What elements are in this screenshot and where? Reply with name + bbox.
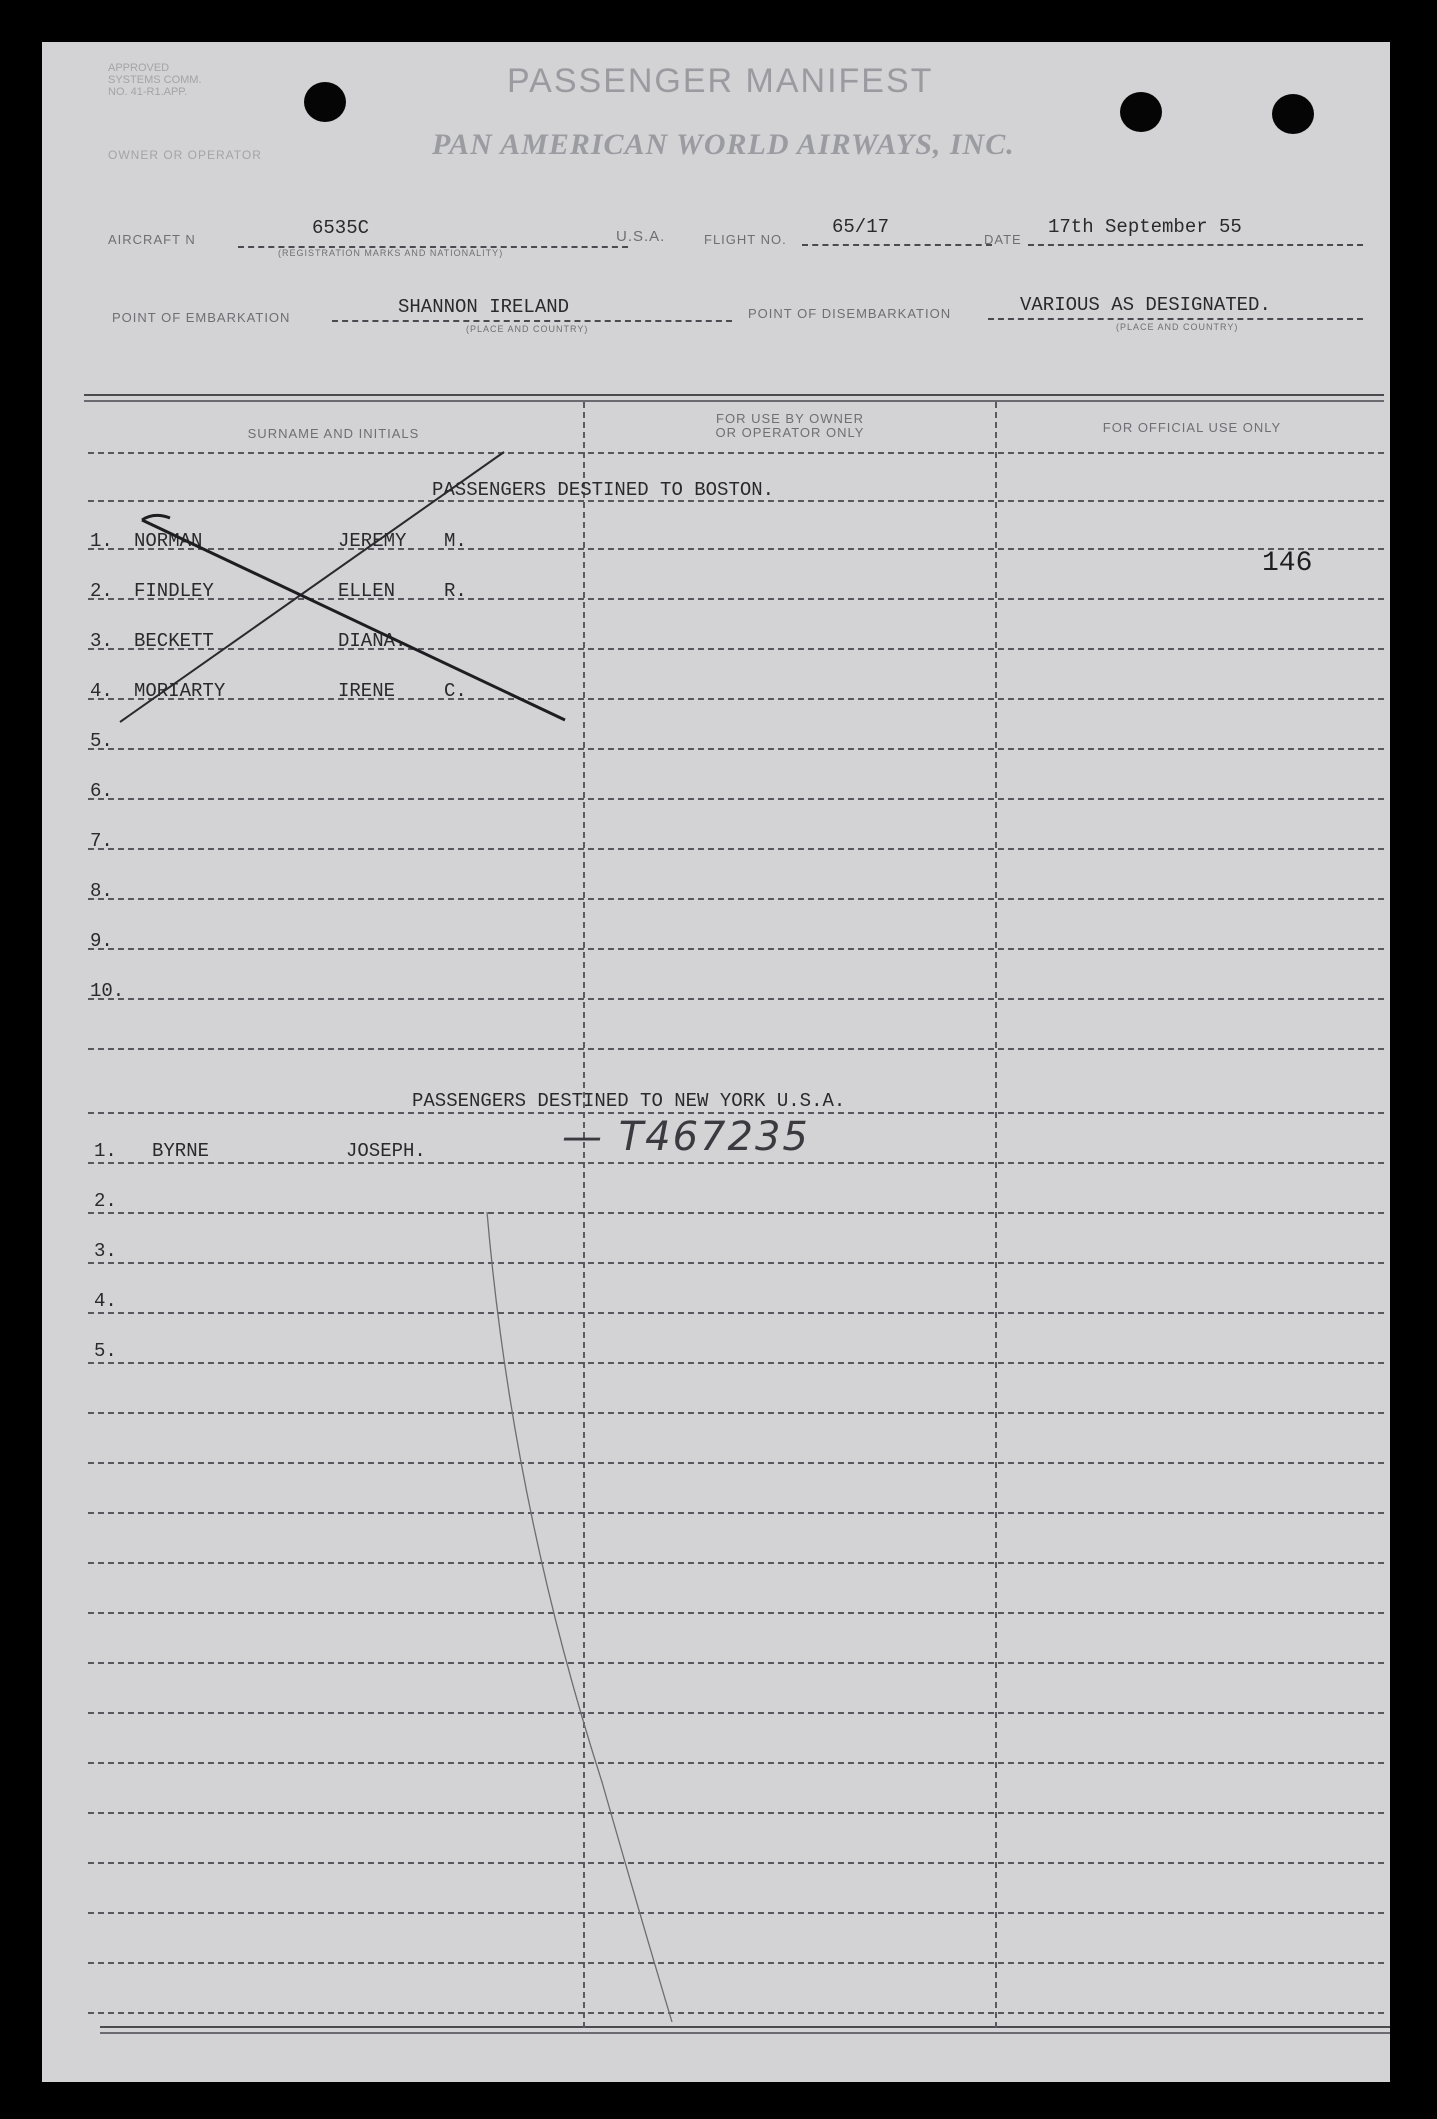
column-header-owner-line: OR OPERATOR ONLY [715, 425, 865, 440]
document-title: PASSENGER MANIFEST [507, 62, 934, 100]
flight-value: 65/17 [832, 216, 890, 238]
nationality-label: U.S.A. [616, 228, 666, 245]
owner-label: OWNER OR OPERATOR [108, 148, 262, 162]
handwritten-number: — T467235 [562, 1114, 810, 1160]
row-number: 8. [90, 880, 113, 902]
column-header-surname: SURNAME AND INITIALS [247, 426, 420, 441]
approval-line: SYSTEMS COMM. [108, 74, 202, 86]
row-number: 4. [94, 1290, 117, 1312]
manifest-sheet [42, 42, 1390, 2082]
row-number: 6. [90, 780, 113, 802]
registration-caption: (REGISTRATION MARKS AND NATIONALITY) [278, 248, 504, 258]
passenger-surname: FINDLEY [134, 580, 214, 602]
passenger-first-name: IRENE [338, 680, 396, 702]
passenger-surname: MORIARTY [134, 680, 226, 702]
row-number: 1. [90, 530, 113, 552]
date-label: DATE [984, 232, 1022, 247]
row-number: 10. [90, 980, 125, 1002]
pencil-stroke [487, 1212, 672, 2022]
passenger-first-name: ELLEN [338, 580, 396, 602]
row-number: 3. [90, 630, 113, 652]
aircraft-label: AIRCRAFT N [108, 232, 196, 247]
row-number: 2. [94, 1190, 117, 1212]
row-number: 5. [90, 730, 113, 752]
passenger-surname: BYRNE [152, 1140, 210, 1162]
approval-line: APPROVED [108, 62, 170, 74]
column-header-owner-line: FOR USE BY OWNER [716, 411, 864, 426]
embarkation-value: SHANNON IRELAND [398, 296, 570, 318]
approval-line: NO. 41-R1.APP. [108, 86, 188, 98]
passenger-first-name: JEREMY [338, 530, 407, 552]
crossout-stroke [142, 520, 565, 720]
passenger-surname: BECKETT [134, 630, 214, 652]
column-header-official: FOR OFFICIAL USE ONLY [1102, 420, 1282, 435]
disembarkation-value: VARIOUS AS DESIGNATED. [1020, 294, 1271, 316]
passenger-first-name: JOSEPH. [346, 1140, 426, 1162]
row-number: 5. [94, 1340, 117, 1362]
row-number: 4. [90, 680, 113, 702]
owner-value: PAN AMERICAN WORLD AIRWAYS, INC. [432, 128, 1015, 161]
crossout-mark [42, 42, 1390, 2082]
flight-label: FLIGHT NO. [704, 232, 787, 247]
date-value: 17th September 55 [1048, 216, 1242, 238]
aircraft-value: 6535C [312, 217, 370, 239]
row-number: 1. [94, 1140, 117, 1162]
disembarkation-label: POINT OF DISEMBARKATION [748, 306, 952, 321]
passenger-first-name: DIANA. [338, 630, 407, 652]
crossout-stroke [142, 515, 170, 520]
passenger-initial: C. [444, 680, 467, 702]
embarkation-label: POINT OF EMBARKATION [112, 310, 291, 325]
crossout-stroke [120, 452, 504, 722]
boston-heading: PASSENGERS DESTINED TO BOSTON. [432, 479, 775, 501]
disembarkation-caption: (PLACE AND COUNTRY) [1116, 322, 1239, 332]
row-number: 7. [90, 830, 113, 852]
newyork-heading: PASSENGERS DESTINED TO NEW YORK U.S.A. [412, 1090, 846, 1112]
row-number: 3. [94, 1240, 117, 1262]
official-number: 146 [1262, 548, 1313, 579]
passenger-initial: R. [444, 580, 467, 602]
row-number: 2. [90, 580, 113, 602]
embarkation-caption: (PLACE AND COUNTRY) [466, 324, 589, 334]
row-number: 9. [90, 930, 113, 952]
passenger-initial: M. [444, 530, 467, 552]
passenger-surname: NORMAN [134, 530, 203, 552]
